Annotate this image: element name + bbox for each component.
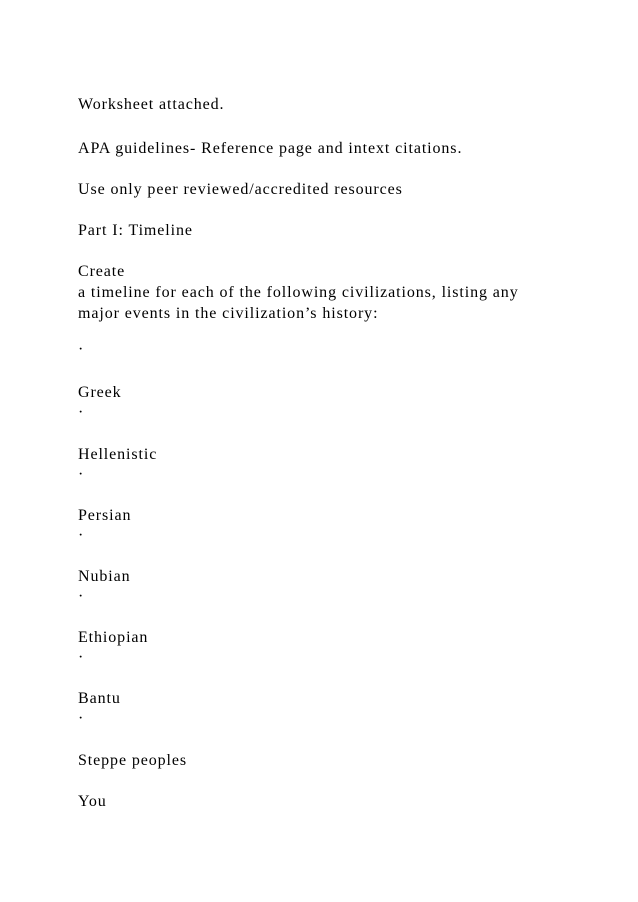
instruction-line-1: Create bbox=[78, 263, 126, 280]
civilization-item: Nubian bbox=[78, 568, 131, 585]
part-one-heading: Part I: Timeline bbox=[78, 222, 193, 239]
bullet-marker: · bbox=[78, 649, 85, 666]
trailing-text: You bbox=[78, 793, 107, 810]
civilization-item: Greek bbox=[78, 384, 122, 401]
worksheet-attached-text: Worksheet attached. bbox=[78, 96, 225, 113]
bullet-marker: · bbox=[78, 527, 85, 544]
instruction-line-3: major events in the civilization’s history: bbox=[78, 305, 379, 322]
resources-note-text: Use only peer reviewed/accredited resources bbox=[78, 181, 403, 198]
civilization-item: Steppe peoples bbox=[78, 752, 188, 769]
civilization-item: Hellenistic bbox=[78, 446, 158, 463]
bullet-marker: · bbox=[78, 710, 85, 727]
apa-guidelines-text: APA guidelines- Reference page and intext citations. bbox=[78, 140, 463, 157]
bullet-marker: · bbox=[78, 404, 85, 421]
civilization-item: Ethiopian bbox=[78, 629, 149, 646]
civilization-item: Bantu bbox=[78, 690, 121, 707]
bullet-marker: · bbox=[78, 341, 85, 358]
bullet-marker: · bbox=[78, 466, 85, 483]
instruction-line-2: a timeline for each of the following civilizations, listing any bbox=[78, 284, 519, 301]
civilization-item: Persian bbox=[78, 507, 132, 524]
bullet-marker: · bbox=[78, 588, 85, 605]
